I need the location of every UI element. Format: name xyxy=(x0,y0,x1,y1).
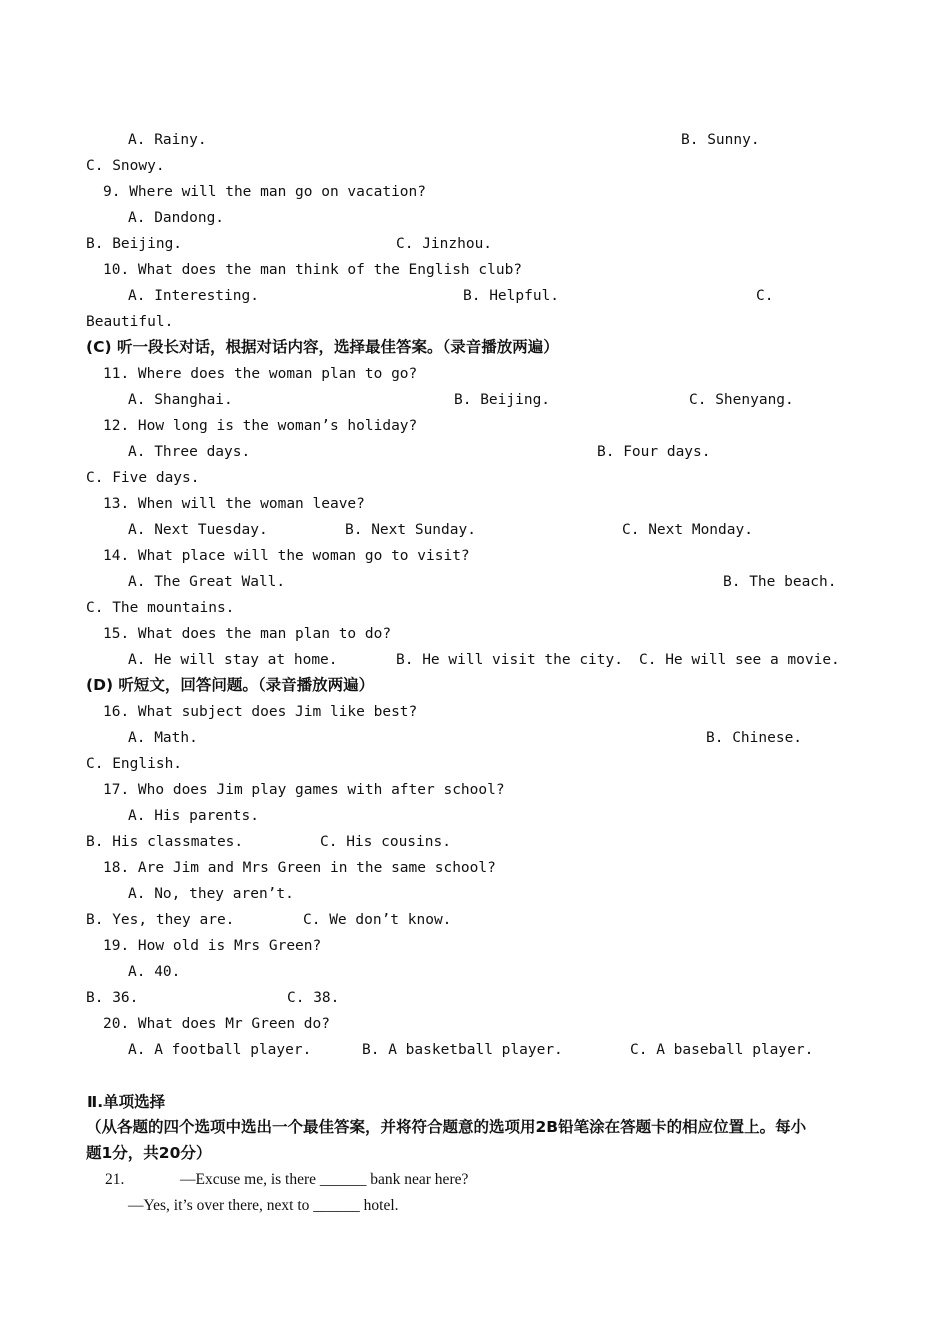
q13-option-c: C. Next Monday. xyxy=(622,522,753,538)
q17-option-a: A. His parents. xyxy=(128,808,259,824)
q8-option-a: A. Rainy. xyxy=(128,132,207,148)
q10-stem: 10. What does the man think of the English club? xyxy=(103,262,523,278)
q17-option-c: C. His cousins. xyxy=(320,834,451,850)
q20-option-b: B. A basketball player. xyxy=(362,1042,563,1058)
q20-option-a: A. A football player. xyxy=(128,1042,312,1058)
q18-stem: 18. Are Jim and Mrs Green in the same school? xyxy=(103,860,496,876)
q18-option-c: C. We don’t know. xyxy=(303,912,452,928)
part2-instructions-line1: （从各题的四个选项中选出一个最佳答案，并将符合题意的选项用2B铅笔涂在答题卡的相应位置上。每小 xyxy=(86,1118,807,1136)
q9-option-b: B. Beijing. xyxy=(86,236,183,252)
q15-option-b: B. He will visit the city. xyxy=(396,652,623,668)
q21-line2: —Yes, it’s over there, next to ______ hotel. xyxy=(128,1197,399,1214)
q9-stem: 9. Where will the man go on vacation? xyxy=(103,184,427,200)
q20-stem: 20. What does Mr Green do? xyxy=(103,1016,330,1032)
q11-option-b: B. Beijing. xyxy=(454,392,551,408)
q16-option-c: C. English. xyxy=(86,756,183,772)
q18-option-b: B. Yes, they are. xyxy=(86,912,235,928)
q10-option-c-text: Beautiful. xyxy=(86,314,174,330)
q12-stem: 12. How long is the woman’s holiday? xyxy=(103,418,418,434)
q14-option-b: B. The beach. xyxy=(723,574,837,590)
q13-option-a: A. Next Tuesday. xyxy=(128,522,268,538)
q15-stem: 15. What does the man plan to do? xyxy=(103,626,392,642)
q17-stem: 17. Who does Jim play games with after school? xyxy=(103,782,505,798)
q16-option-b: B. Chinese. xyxy=(706,730,803,746)
q19-option-c: C. 38. xyxy=(287,990,340,1006)
q15-option-c: C. He will see a movie. xyxy=(639,652,840,668)
q11-option-a: A. Shanghai. xyxy=(128,392,233,408)
q12-option-b: B. Four days. xyxy=(597,444,711,460)
q16-stem: 16. What subject does Jim like best? xyxy=(103,704,418,720)
q17-option-b: B. His classmates. xyxy=(86,834,244,850)
q15-option-a: A. He will stay at home. xyxy=(128,652,338,668)
q19-stem: 19. How old is Mrs Green? xyxy=(103,938,322,954)
q18-option-a: A. No, they aren’t. xyxy=(128,886,294,902)
q16-option-a: A. Math. xyxy=(128,730,198,746)
q9-option-c: C. Jinzhou. xyxy=(396,236,493,252)
q13-stem: 13. When will the woman leave? xyxy=(103,496,365,512)
q8-option-b: B. Sunny. xyxy=(681,132,760,148)
q11-stem: 11. Where does the woman plan to go? xyxy=(103,366,418,382)
q10-option-b: B. Helpful. xyxy=(463,288,560,304)
q19-option-b: B. 36. xyxy=(86,990,139,1006)
q19-option-a: A. 40. xyxy=(128,964,181,980)
q14-option-a: A. The Great Wall. xyxy=(128,574,286,590)
q14-option-c: C. The mountains. xyxy=(86,600,235,616)
part2-title: Ⅱ.单项选择 xyxy=(87,1093,166,1111)
q21-line1: —Excuse me, is there ______ bank near here? xyxy=(180,1171,469,1188)
q11-option-c: C. Shenyang. xyxy=(689,392,794,408)
q21-number: 21. xyxy=(105,1171,125,1188)
section-c-heading: (C) 听一段长对话，根据对话内容，选择最佳答案。（录音播放两遍） xyxy=(86,338,559,356)
q10-option-a: A. Interesting. xyxy=(128,288,259,304)
q9-option-a: A. Dandong. xyxy=(128,210,225,226)
q10-option-c-letter: C. xyxy=(756,288,774,304)
q12-option-c: C. Five days. xyxy=(86,470,200,486)
part2-instructions-line2: 题1分，共20分） xyxy=(86,1144,212,1162)
q14-stem: 14. What place will the woman go to visit? xyxy=(103,548,470,564)
q13-option-b: B. Next Sunday. xyxy=(345,522,476,538)
q8-option-c: C. Snowy. xyxy=(86,158,165,174)
section-d-heading: (D) 听短文，回答问题。（录音播放两遍） xyxy=(86,676,375,694)
q20-option-c: C. A baseball player. xyxy=(630,1042,814,1058)
q12-option-a: A. Three days. xyxy=(128,444,251,460)
